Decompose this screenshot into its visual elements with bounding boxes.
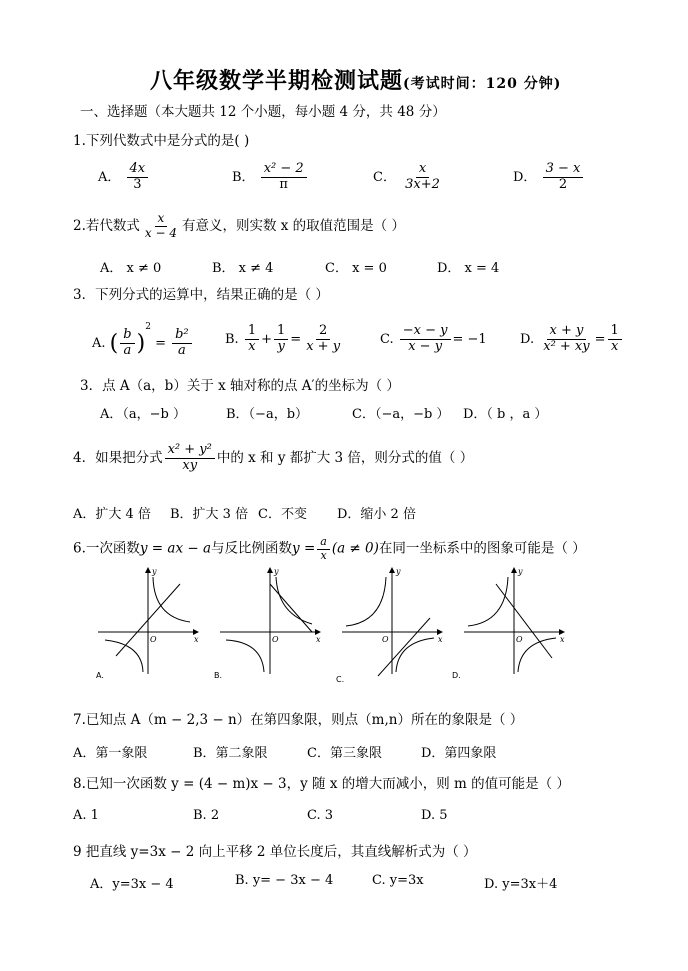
graph-c-label: C.: [336, 675, 345, 684]
question-4-option-b: B．扩大 3 倍: [170, 507, 249, 522]
question-3b-option-d: D．（ b ，a ）: [463, 407, 548, 422]
question-1-option-c: C． $\frac{x}{3x+2}$: [373, 161, 440, 192]
question-6-graphs: [90, 562, 570, 687]
graph-a: [96, 567, 199, 680]
graph-c-y-label: y: [396, 567, 401, 576]
question-7-option-a: A．第一象限: [73, 746, 148, 761]
question-3b-option-a: A．（a，−b ）: [100, 407, 186, 422]
graph-d-x-label: x: [560, 635, 565, 644]
question-3-stem: 3．下列分式的运算中，结果正确的是（ ）: [73, 287, 329, 303]
graph-d-y-label: y: [518, 567, 523, 576]
exam-time: (考试时间：120 分钟): [403, 76, 562, 92]
graph-c-origin: O: [382, 635, 389, 644]
question-4-stem: 4．如果把分式 $\frac{\text{x² + y²}}{xy}$ 中的 x 和 y 都扩大 3 倍，则分式的值（ ）: [73, 442, 474, 473]
graph-a-label: A.: [96, 671, 104, 680]
question-2-option-d: D． x = 4: [437, 261, 500, 276]
question-3-option-a: A. ( $\frac{b}{a}$ )$^2$ = $\frac{\text{b²}}{a}$: [92, 322, 194, 359]
graph-d: [452, 567, 565, 680]
graph-b-label: B.: [214, 671, 223, 680]
question-8-option-a: A. 1: [73, 808, 99, 823]
graph-a-origin: O: [150, 635, 157, 644]
question-7-stem: 7.已知点 A（m − 2,3 − n）在第四象限，则点（m,n）所在的象限是（ ）: [73, 712, 524, 728]
question-9-stem: 9 把直线 y=3x − 2 向上平移 2 单位长度后，其直线解析式为（ ）: [73, 844, 477, 860]
question-3b-option-c: C．（−a，−b ）: [352, 407, 450, 422]
question-2-stem: 2.若代数式 $\frac{x}{x - 4}$ 有意义，则实数 x 的取值范围是（ ）: [73, 211, 405, 240]
question-2-option-b: B． x ≠ 4: [212, 261, 274, 276]
graph-b: [214, 567, 321, 680]
graph-d-label: D.: [452, 671, 461, 680]
section-heading: 一、选择题（本大题共 12 个小题，每小题 4 分，共 48 分）: [80, 104, 446, 120]
question-9-option-c: C. y=3x: [372, 873, 424, 888]
question-9-option-b: B. y= − 3x − 4: [235, 873, 334, 888]
graph-c: [336, 567, 443, 684]
question-2-option-a: A． x ≠ 0: [100, 261, 162, 276]
question-8-stem: 8.已知一次函数 y = (4 − m)x − 3，y 随 x 的增大而减小，则 m 的值可能是（ ）: [73, 776, 570, 792]
graph-d-origin: O: [516, 635, 523, 644]
question-4-option-a: A．扩大 4 倍: [73, 507, 151, 522]
question-8-option-d: D. 5: [421, 808, 448, 823]
question-3b-option-b: B．（−a，b）: [226, 407, 309, 422]
graph-a-x-label: x: [194, 635, 199, 644]
question-8-option-c: C. 3: [307, 808, 334, 823]
graph-b-origin: O: [272, 635, 279, 644]
question-2-option-c: C． x = 0: [325, 261, 387, 276]
question-3-option-c: C. $\frac{-x - y}{x - y}$ = −1: [380, 323, 487, 354]
question-4-option-c: C．不变: [258, 507, 307, 522]
question-1-option-b: B． $\frac{\text{x² − 2}}{\pi}$: [232, 162, 309, 193]
graph-b-x-label: x: [316, 635, 321, 644]
question-9-option-d: D. y=3x＋4: [484, 877, 558, 892]
question-1-stem: 1.下列代数式中是分式的是( ): [73, 133, 250, 149]
graph-b-y-label: y: [274, 567, 279, 576]
graph-a-y-label: y: [152, 567, 157, 576]
graph-c-x-label: x: [438, 635, 443, 644]
question-7-option-b: B．第二象限: [193, 746, 268, 761]
question-8-option-b: B. 2: [193, 808, 220, 823]
question-3-option-d: D. $\frac{x + y}{\text{x² + xy}}$ = $\frac{1}{x}$: [520, 324, 624, 355]
page-title: 八年级数学半期检测试题(考试时间：120 分钟): [150, 68, 562, 94]
question-7-option-c: C．第三象限: [307, 746, 382, 761]
question-4-option-d: D．缩小 2 倍: [337, 507, 416, 522]
question-7-option-d: D．第四象限: [421, 746, 497, 761]
question-1-option-a: A． $\frac{4x}{3}$: [98, 162, 150, 193]
question-3-option-b: B. $\frac{1}{x}$ + $\frac{1}{y}$ = $\frac{2}{x + y}$: [225, 323, 341, 354]
question-6-stem: 6.一次函数y = ax − a与反比例函数y = $\frac{a}{x}$ (a ≠ 0)在同一坐标系中的图象可能是（ ）: [73, 535, 586, 562]
question-9-option-a: A．y=3x − 4: [90, 877, 174, 892]
question-1-option-d: D． $\frac{3 - x}{2}$: [513, 162, 585, 193]
question-3b-stem: 3．点 A（a，b）关于 x 轴对称的点 A′的坐标为（ ）: [80, 378, 400, 394]
